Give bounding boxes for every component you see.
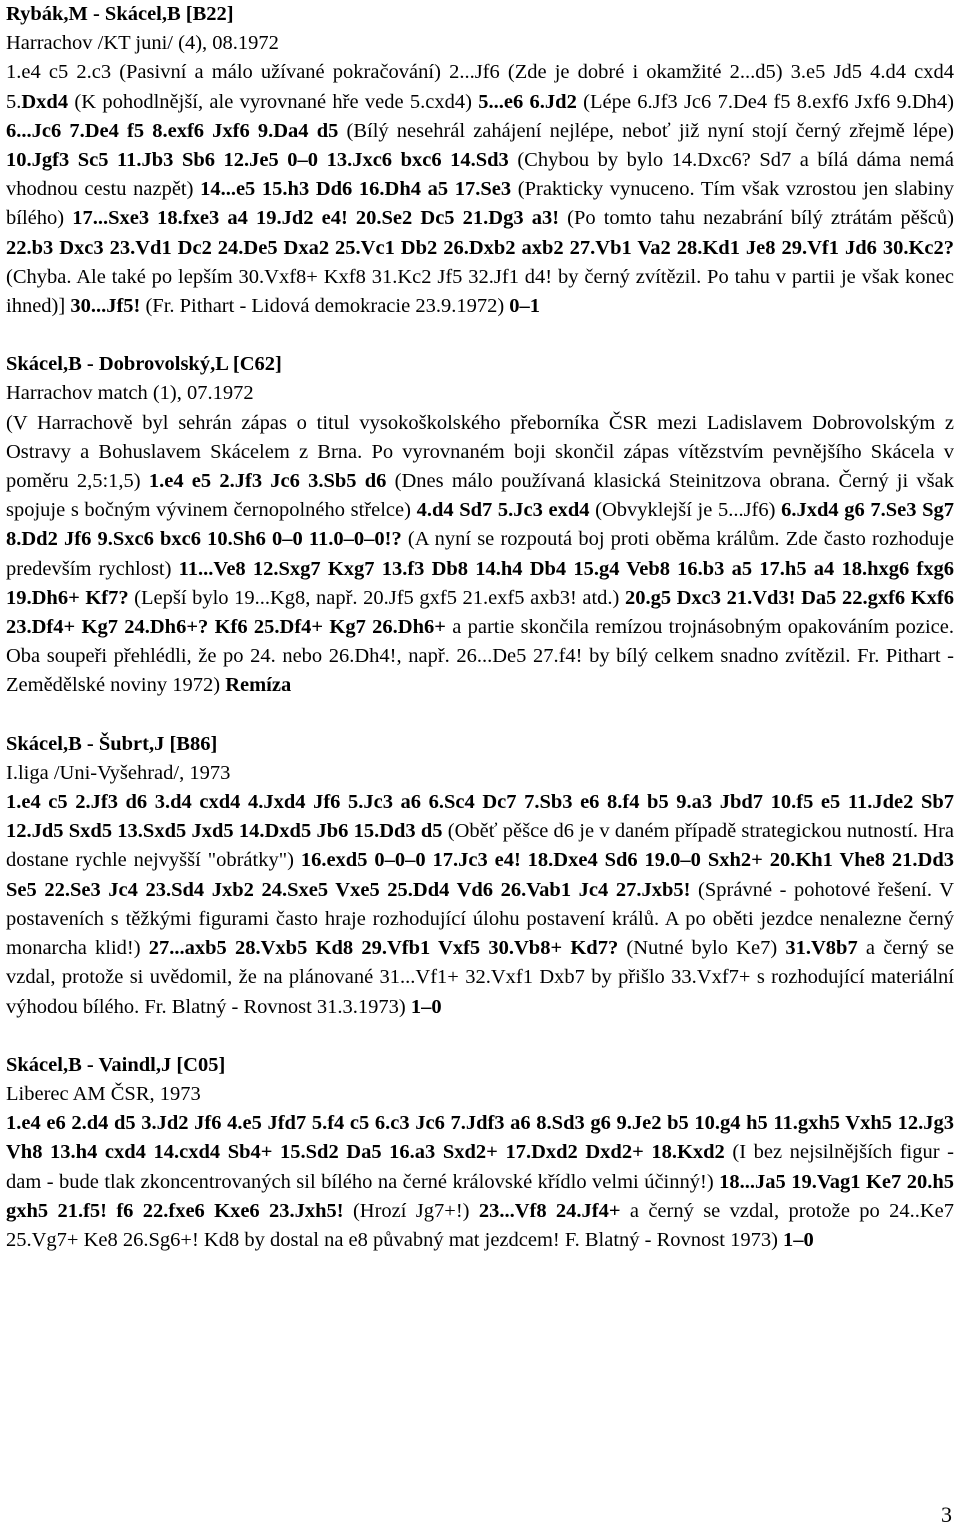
commentary-segment: a černý se vzdal, protože po 24..Ke7 25.Vg7+ Ke8 26.Sg6+! Kd8 by dostal na e8 půvabný mat jezdcem! F. Blatný - Rovnost 1973) <box>6 1199 954 1251</box>
page-number: 3 <box>941 1502 952 1527</box>
moves-segment: 1–0 <box>783 1228 814 1251</box>
moves-segment: 20.g5 Dxc3 21.Vd3! Da5 22.gxf6 Kxf6 23.Df4+ Kg7 24.Dh6+? Kf6 25.Df4+ Kg7 26.Dh6+ <box>6 586 954 639</box>
game-header: Skácel,B - Šubrt,J [B86] <box>6 732 218 755</box>
game-header: Skácel,B - Vaindl,J [C05] <box>6 1053 226 1076</box>
commentary-segment: (Obvyklejší je 5...Jf6) <box>589 499 782 522</box>
commentary-segment: (Lépe 6.Jf3 Jc6 7.De4 f5 8.exf6 Jxf6 9.Dh4) <box>576 90 955 113</box>
games-container <box>6 0 954 1255</box>
moves-segment: 31.V8b7 <box>785 937 858 960</box>
moves-segment: 17...Sxe3 18.fxe3 a4 19.Jd2 e4! 20.Se2 Dc5 21.Dg3 a3! <box>72 207 560 230</box>
moves-segment: 1.e4 c5 2.Jf3 d6 3.d4 cxd4 4.Jxd4 Jf6 5.Jc3 a6 6.Sc4 Dc7 7.Sb3 e6 8.f4 b5 9.a3 Jbd7 10.f5 e5 11.Jde2 Sb7 12.Jd5 Sxd5 13.Sxd5 Jxd5 14.Dxd5 Jb6 15.Dd3 d5 <box>6 791 954 843</box>
moves-segment: 10.Jgf3 Sc5 11.Jb3 Sb6 12.Je5 0–0 13.Jxc6 bxc6 14.Sd3 <box>6 149 509 172</box>
game-event: I.liga /Uni-Vyšehrad/, 1973 <box>6 761 231 784</box>
moves-segment: 6...Jc6 7.De4 f5 8.exf6 Jxf6 9.Da4 d5 <box>6 119 339 142</box>
moves-segment: 6.Jxd4 g6 7.Se3 Sg7 8.Dd2 Jf6 9.Sxc6 bxc6 10.Sh6 0–0 11.0–0–0!? <box>6 499 954 551</box>
moves-segment: 23...Vf8 24.Jf4+ <box>478 1199 621 1222</box>
game-header: Skácel,B - Dobrovolský,L [C62] <box>6 353 282 376</box>
commentary-segment: (Lepší bylo 19...Kg8, např. 20.Jf5 gxf5 21.exf5 axb3! atd.) <box>128 586 625 609</box>
moves-segment: 11...Ve8 12.Sxg7 Kxg7 13.f3 Db8 14.h4 Db4 15.g4 Veb8 16.b3 a5 17.h5 a4 18.hxg6 fxg6 19.Dh6+ Kf7? <box>6 557 955 609</box>
commentary-segment: (K pohodlnější, ale vyrovnané hře vede 5.cxd4) <box>68 90 479 113</box>
commentary-segment: (Hrozí Jg7+!) <box>343 1199 479 1222</box>
commentary-segment: (V Harrachově byl sehrán zápas o titul vysokoškolského přeborníka ČSR mezi Ladislavem Dobrovolským z Ostravy a Bohuslavem Skácelem z Brna. Po vyrovnaném boji skončil zápas vítězstvím pevnějšího Skácela v poměru 2,5:1,5) <box>6 411 954 493</box>
commentary-segment: (A nyní se rozpoutá boj proti oběma králům. Zde často rozhoduje predevším rychlost) <box>6 528 955 580</box>
moves-segment: 1.e4 e6 2.d4 d5 3.Jd2 Jf6 4.e5 Jfd7 5.f4 c5 6.c3 Jc6 7.Jdf3 a6 8.Sd3 g6 9.Je2 b5 10.g4 h5 11.gxh5 Vxh5 12.Jg3 Vh8 13.h4 cxd4 14.cxd4 Sb4+ 15.Sd2 Da5 16.a3 Sxd2+ 17.Dxd2 Dxd2+ 18.Kxd2 <box>6 1112 954 1164</box>
game-record <box>6 350 954 700</box>
moves-segment: 1.e4 e5 2.Jf3 Jc6 3.Sb5 d6 <box>148 470 387 493</box>
moves-segment: 16.exd5 0–0–0 17.Jc3 e4! 18.Dxe4 Sd6 19.0–0 Sxh2+ 20.Kh1 Vhe8 21.Dd3 Se5 22.Se3 Jc4 23.Sd4 Jxb2 24.Sxe5 Vxe5 25.Dd4 Vd6 26.Vab1 Jc4 27.Jxb5! <box>6 849 954 901</box>
game-moves <box>6 1109 954 1255</box>
moves-segment: 18...Ja5 19.Vag1 Ke7 20.h5 gxh5 21.f5! f6 22.fxe6 Kxe6 23.Jxh5! <box>6 1170 955 1222</box>
commentary-segment: a partie skončila remízou trojnásobným opakováním pozice. Oba soupeři přehlédli, že po 24. nebo 26.Dh4!, např. 26...De5 27.f4! by bílý celkem snadno zvítězil. Fr. Pithart - Zemědělské noviny 1972) <box>6 616 954 697</box>
moves-segment: 30...Jf5! <box>70 295 141 318</box>
commentary-segment: (Fr. Pithart - Lidová demokracie 23.9.1972) <box>140 295 510 318</box>
commentary-segment: (Po tomto tahu nezabrání bílý ztrátám pěšců) <box>559 207 954 230</box>
commentary-segment: (Chyba. Ale také po lepším 30.Vxf8+ Kxf8 31.Kc2 Jf5 32.Jf1 d4! by černý zvítězil. Po tahu v partii je však konec ihned)] <box>6 265 954 318</box>
moves-segment: 0–1 <box>509 295 541 318</box>
document-page <box>6 0 954 1284</box>
moves-segment: 5...e6 6.Jd2 <box>478 90 577 113</box>
game-event: Harrachov match (1), 07.1972 <box>6 382 254 405</box>
commentary-segment: (Prakticky vynuceno. Tím však vzrostou jen slabiny bílého) <box>6 178 954 230</box>
game-moves <box>6 409 954 701</box>
commentary-segment: a černý se vzdal, protože si uvědomil, že na plánované 31...Vf1+ 32.Vxf1 Dxb7 by přišlo 33.Vxf7+ s rozhodující materiální výhodou bílého. Fr. Blatný - Rovnost 31.3.1973) <box>6 937 955 1018</box>
commentary-segment: (Chybou by bylo 14.Dxc6? Sd7 a bílá dáma nemá vhodnou cestu nazpět) <box>6 149 954 201</box>
moves-segment: Dxd4 <box>21 90 69 113</box>
moves-segment: 14...e5 15.h3 Dd6 16.Dh4 a5 17.Se3 <box>200 178 512 201</box>
commentary-segment: (Dnes málo používaná klasická Steinitzova obrana. Černý ji však spojuje s bočným vývinem černopolného střelce) <box>6 470 954 522</box>
moves-segment: 4.d4 Sd7 5.Jc3 exd4 <box>416 499 590 522</box>
commentary-segment: (Nutné bylo Ke7) <box>618 937 786 960</box>
commentary-segment: 1.e4 c5 2.c3 (Pasivní a málo užívané pokračování) 2...Jf6 (Zde je dobré i okamžité 2...d5) 3.e5 Jd5 4.d4 cxd4 5. <box>6 61 954 113</box>
commentary-segment: (Oběť pěšce d6 je v daném případě strategickou nutností. Hra dostane rychle nejvyšší "obrátky") <box>6 820 954 872</box>
moves-segment: 27...axb5 28.Vxb5 Kd8 29.Vfb1 Vxf5 30.Vb8+ Kd7? <box>148 937 619 960</box>
game-record <box>6 1051 954 1255</box>
game-moves <box>6 58 954 321</box>
game-moves <box>6 788 954 1022</box>
moves-segment: 1–0 <box>410 995 442 1018</box>
game-record <box>6 0 954 321</box>
commentary-segment: (Správné - pohotové řešení. V postaveních s těžkými figurami často hraje rozhodující úlohu postavení králů. A po oběti jezdce nenalezne černý monarcha klid!) <box>6 878 954 960</box>
commentary-segment: (Bílý nesehrál zahájení nejlépe, neboť již nyní stojí černý zřejmě lépe) <box>338 119 954 142</box>
game-event: Liberec AM ČSR, 1973 <box>6 1082 201 1105</box>
moves-segment: 22.b3 Dxc3 23.Vd1 Dc2 24.De5 Dxa2 25.Vc1 Db2 26.Dxb2 axb2 27.Vb1 Va2 28.Kd1 Je8 29.Vf1 Jd6 30.Kc2? <box>6 236 954 259</box>
game-event: Harrachov /KT juni/ (4), 08.1972 <box>6 32 279 55</box>
game-record <box>6 730 954 1022</box>
commentary-segment: (I bez nejsilnějších figur - dam - bude tlak zkoncentrovaných sil bílého na černé královské křídlo velmi účinný!) <box>6 1141 954 1193</box>
moves-segment: Remíza <box>225 674 292 697</box>
game-header: Rybák,M - Skácel,B [B22] <box>6 3 234 25</box>
